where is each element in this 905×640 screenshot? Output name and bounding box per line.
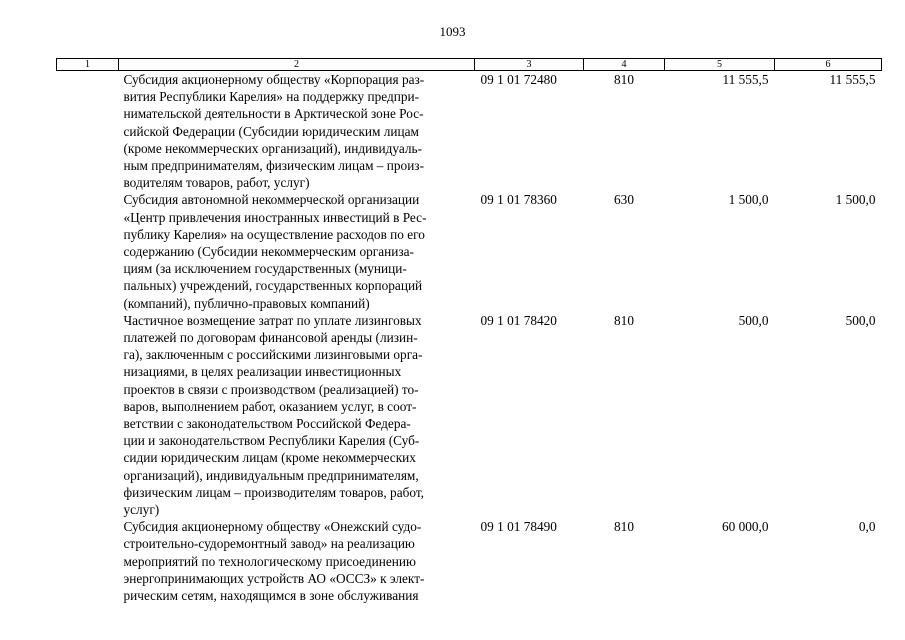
row-expense-type: 810 [614,72,634,87]
row-target-code: 09 1 01 72480 [480,72,557,87]
column-header-3: 3 [475,59,584,71]
table-row [57,191,882,311]
column-header-4: 4 [584,59,665,71]
column-header-1: 1 [57,59,119,71]
row-expense-type: 630 [614,192,634,208]
row-expense-type: 810 [614,519,634,535]
row-description: Субсидия акционерному обществу «Корпорация раз- вития Республики Карелия» на поддержку предпри- нимательской деятельности в Арктической зоне Рос- сийской Федерации (Субсидии юридическим лицам (кроме некоммерческих организаций), индивидуаль- ным предпринимателям, физическим лицам – произ- водителям товаров, работ, услуг) [123,72,425,191]
table-row [57,71,882,192]
row-index-cell [57,312,119,518]
column-header-6: 6 [775,59,882,71]
row-amount-1: 11 555,5 [722,72,769,87]
row-index-cell [57,191,119,311]
row-amount-1: 1 500,0 [728,192,769,208]
budget-table [56,58,882,604]
row-description: Субсидия автономной некоммерческой организации «Центр привлечения иностранных инвестиций в Рес- публику Карелия» на осуществление расходов по его содержанию (Субсидии некоммерческим организа- циям (за исключением государственных (муници- пальных) учреждений, государственных корпораций (компаний), публично-правовых компаний) [123,192,427,311]
column-number-row [57,59,882,71]
row-expense-type: 810 [614,312,634,328]
column-header-5: 5 [665,59,775,71]
column-header-2: 2 [119,59,475,71]
row-description: Субсидия акционерному обществу «Онежский судо- строительно-судоремонтный завод» на реализацию мероприятий по технологическому присоединению энергопринимающих устройств АО «ОССЗ» к элект- рическим сетям, находящимся в зоне обслуживания [123,519,425,604]
row-amount-1: 60 000,0 [721,519,769,535]
row-index-cell [57,518,119,604]
row-target-code: 09 1 01 78420 [480,312,557,328]
table-row [57,518,882,604]
row-amount-2: 0,0 [858,519,876,535]
row-target-code: 09 1 01 78360 [480,192,557,208]
row-index-cell [57,71,119,192]
table-row [57,312,882,518]
row-amount-2: 500,0 [845,312,876,328]
row-amount-2: 11 555,5 [829,72,876,87]
row-amount-2: 1 500,0 [835,192,876,208]
row-target-code: 09 1 01 78490 [480,519,557,535]
row-description: Частичное возмещение затрат по уплате лизинговых платежей по договорам финансовой аренды (лизин- га), заключенным с российскими лизинговыми орга- низациями, в целях реализации инвестиционных проектов в связи с производством (реализацией) то- варов, выполнением работ, оказанием услуг, в соот- ветствии с законодательством Российской Федера- ции и законодательством Республики Карелия (Суб- сидии юридическим лицам (кроме некоммерческих организаций), индивидуальным предпринимателям, физическим лицам – производителям товаров, работ, услуг) [123,312,424,518]
page-number: 1093 [439,24,466,39]
row-amount-1: 500,0 [738,312,769,328]
